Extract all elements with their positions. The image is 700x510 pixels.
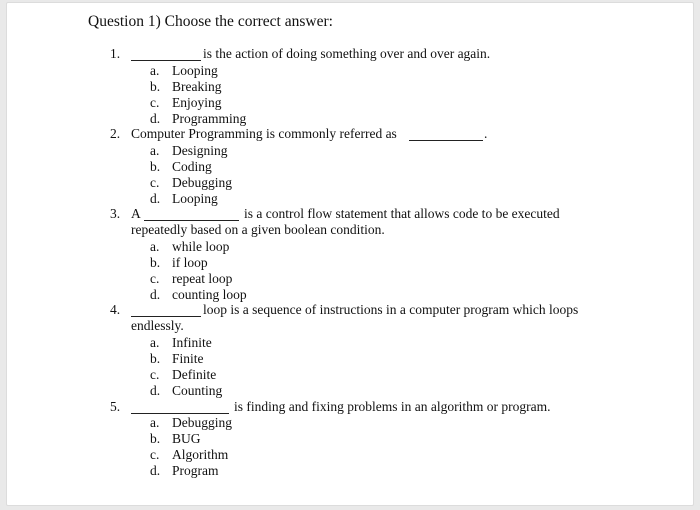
option: b. if loop (150, 255, 208, 270)
option: a. Looping (150, 63, 218, 78)
worksheet-page (6, 2, 694, 506)
option: b. BUG (150, 431, 201, 446)
option: b. Finite (150, 351, 204, 366)
option: b. Breaking (150, 79, 222, 94)
question-continuation: repeatedly based on a given boolean condition. (131, 222, 385, 237)
option: a. Designing (150, 143, 228, 158)
question-text: is the action of doing something over and over again. (203, 46, 491, 61)
question-number: 1. (110, 46, 121, 61)
option: c. Enjoying (150, 95, 222, 110)
answer-blank (131, 413, 229, 414)
question-continuation: endlessly. (131, 318, 184, 333)
question-number: 3. (110, 206, 121, 221)
option: c. repeat loop (150, 271, 233, 286)
question-text: loop is a sequence of instructions in a computer program which loops (203, 302, 579, 317)
option: d. Programming (150, 111, 247, 126)
option: d. Looping (150, 191, 218, 206)
question-number: 5. (110, 399, 121, 414)
question-number: 2. (110, 126, 121, 141)
question-trailing: . (484, 126, 488, 141)
page-title: Question 1) Choose the correct answer: (88, 13, 333, 30)
question-text: Computer Programming is commonly referred as (131, 126, 397, 141)
option: c. Debugging (150, 175, 232, 190)
question-number: 4. (110, 302, 121, 317)
option: d. counting loop (150, 287, 247, 302)
answer-blank (409, 140, 483, 141)
option: d. Program (150, 463, 219, 478)
question-text: is finding and fixing problems in an algorithm or program. (234, 399, 551, 414)
option: a. while loop (150, 239, 230, 254)
answer-blank (131, 316, 201, 317)
option: a. Debugging (150, 415, 232, 430)
answer-blank (131, 60, 201, 61)
option: d. Counting (150, 383, 223, 398)
option: c. Algorithm (150, 447, 229, 462)
option: a. Infinite (150, 335, 212, 350)
question-prefix: A (131, 206, 141, 221)
answer-blank (144, 220, 239, 221)
option: c. Definite (150, 367, 217, 382)
option: b. Coding (150, 159, 212, 174)
question-text: is a control flow statement that allows code to be executed (244, 206, 560, 221)
